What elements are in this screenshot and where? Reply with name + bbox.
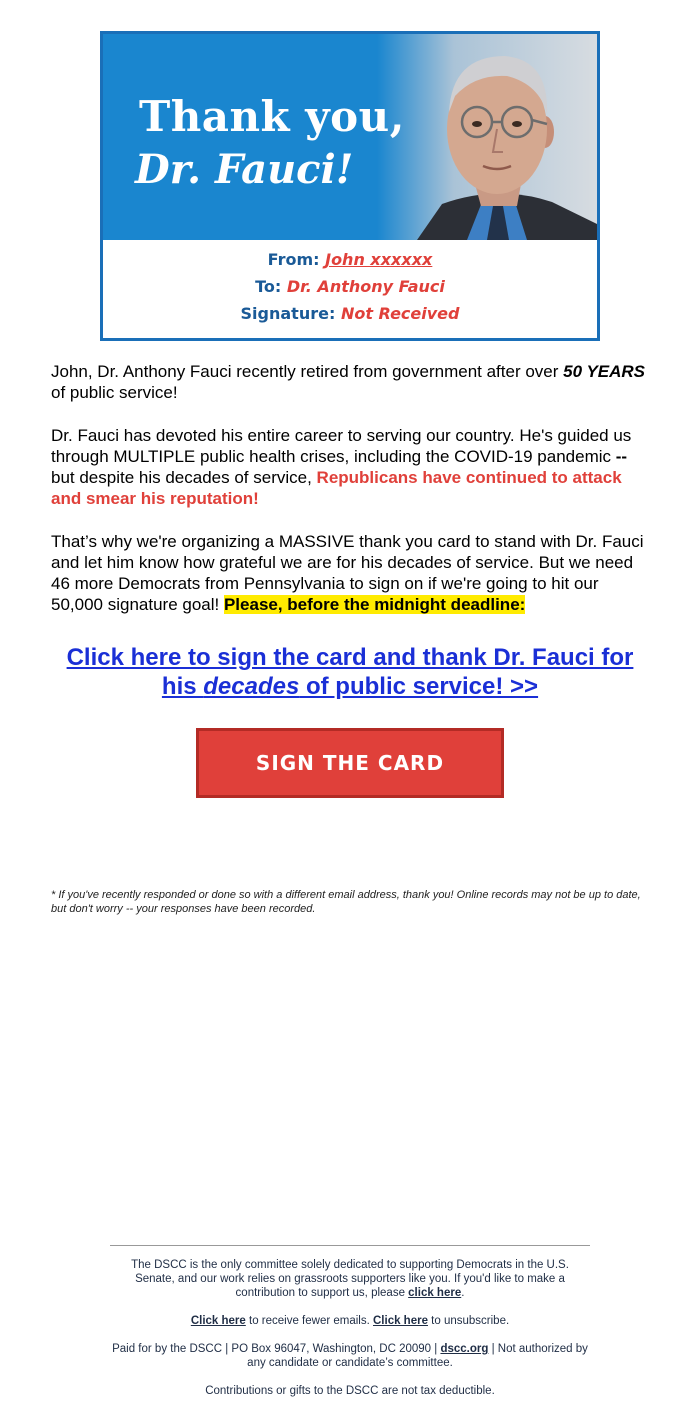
unsubscribe-link[interactable]: Click here bbox=[373, 1315, 428, 1327]
footer-p1-end: . bbox=[461, 1287, 465, 1299]
footer bbox=[110, 1258, 590, 1412]
footer-p2-text: to receive fewer emails. bbox=[245, 1315, 373, 1327]
p2-text: Dr. Fauci has devoted his entire career to serving our country. He's guided us through MULTIPLE public health crises, including the COVID-19 pandemic bbox=[51, 426, 632, 466]
footer-paragraph-3 bbox=[110, 1342, 590, 1370]
footer-p3-text-end: | Not authorized by any candidate or candidate’s committee. bbox=[247, 1343, 588, 1369]
from-label: From: bbox=[267, 250, 320, 269]
body-paragraph-3 bbox=[51, 531, 651, 615]
footer-divider bbox=[110, 1245, 590, 1246]
sign-the-card-button[interactable]: SIGN THE CARD bbox=[196, 728, 504, 798]
body-paragraph-1 bbox=[51, 361, 651, 403]
body-paragraph-2 bbox=[51, 425, 651, 509]
footer-p3-text: Paid for by the DSCC | PO Box 96047, Washington, DC 20090 | bbox=[112, 1343, 441, 1355]
p2-text-mid: but despite his decades of service, bbox=[51, 468, 317, 487]
cta-link-text[interactable]: Click here to sign the card and thank Dr. Fauci for his bbox=[66, 644, 634, 700]
to-row bbox=[103, 273, 597, 300]
p2-dash: -- bbox=[615, 447, 628, 466]
p2-red-text: Republicans have continued to attack and smear his reputation! bbox=[51, 468, 622, 508]
fauci-portrait-image bbox=[397, 34, 597, 240]
card-banner bbox=[103, 34, 597, 240]
deadline-highlight: Please, before the midnight deadline: bbox=[223, 595, 526, 614]
card-headline-line1: Thank you, bbox=[139, 92, 405, 141]
from-row bbox=[103, 246, 597, 273]
p3-text: That’s why we're organizing a MASSIVE thank you card to stand with Dr. Fauci and let him know how grateful we are for his decades of service. But we need 46 more Democrats from Pennsylvania to sign on if we're going to hit our 50,000 signature goal! bbox=[51, 532, 644, 614]
signature-value: Not Received bbox=[340, 304, 460, 323]
card-headline-line2: Dr. Fauci! bbox=[135, 146, 354, 193]
footer-paragraph-1 bbox=[110, 1258, 590, 1300]
contribute-link[interactable]: click here bbox=[408, 1287, 462, 1299]
from-value-link[interactable]: John xxxxxx bbox=[325, 250, 433, 269]
footer-p1-text: The DSCC is the only committee solely dedicated to supporting Democrats in the U.S. Senate, and our work relies on grassroots supporters like you. If you'd like to make a contribution to support us, please bbox=[131, 1259, 569, 1299]
p1-text-end: of public service! bbox=[51, 383, 178, 402]
cta-link-emphasis[interactable]: decades bbox=[203, 673, 300, 700]
footer-paragraph-4: Contributions or gifts to the DSCC are not tax deductible. bbox=[205, 1385, 495, 1397]
sign-card-link[interactable] bbox=[50, 643, 650, 701]
signature-row bbox=[103, 300, 597, 327]
cta-link-text-end[interactable]: of public service! >> bbox=[299, 673, 539, 700]
fewer-emails-link[interactable]: Click here bbox=[190, 1315, 246, 1327]
email-body bbox=[51, 361, 651, 637]
footnote: * If you've recently responded or done so with a different email address, thank you! Online records may not be up to date, but don't worry -- your responses have been recorded. bbox=[51, 889, 641, 915]
to-label: To: bbox=[255, 277, 282, 296]
signature-label: Signature: bbox=[240, 304, 336, 323]
dscc-site-link[interactable]: dscc.org bbox=[440, 1343, 489, 1355]
p1-text: John, Dr. Anthony Fauci recently retired from government after over bbox=[51, 362, 564, 381]
p1-emphasis: 50 YEARS bbox=[563, 362, 646, 381]
thank-you-card[interactable] bbox=[100, 31, 600, 341]
footer-paragraph-2 bbox=[110, 1314, 590, 1328]
footer-p2-end: to unsubscribe. bbox=[427, 1315, 510, 1327]
to-value: Dr. Anthony Fauci bbox=[286, 277, 445, 296]
card-fields bbox=[103, 246, 597, 327]
